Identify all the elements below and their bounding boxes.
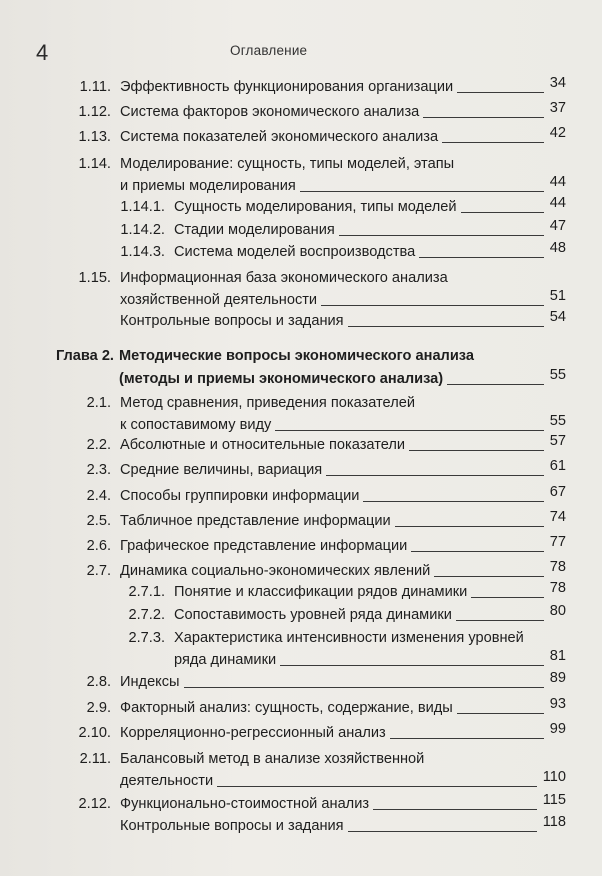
toc-entry-title: Способы группировки информации bbox=[120, 488, 360, 504]
toc-entry-page: 61 bbox=[549, 458, 566, 474]
toc-leader-line bbox=[300, 191, 544, 192]
toc-leader-line bbox=[447, 384, 544, 385]
toc-entry-page: 44 bbox=[549, 174, 566, 190]
toc-entry-title: Динамика социально-экономических явлений bbox=[120, 563, 431, 579]
toc-entry-title: Графическое представление информации bbox=[120, 538, 408, 554]
toc-leader-line bbox=[409, 450, 544, 451]
toc-entry-number: 2.1. bbox=[86, 395, 111, 411]
toc-entry-title: Понятие и классификации рядов динамики bbox=[174, 584, 468, 600]
toc-entry-title: Функционально-стоимостной анализ bbox=[120, 796, 370, 812]
toc-leader-line bbox=[442, 142, 544, 143]
toc-entry-number: 1.14.1. bbox=[120, 199, 165, 215]
toc-entry-title: Контрольные вопросы и задания bbox=[120, 313, 344, 329]
toc-entry-page: 54 bbox=[549, 309, 566, 325]
toc-entry[interactable] bbox=[0, 392, 602, 436]
toc-entry-number: 2.7.1. bbox=[128, 584, 165, 600]
toc-leader-line bbox=[471, 597, 544, 598]
toc-entry-title: к сопоставимому виду bbox=[120, 417, 272, 433]
toc-leader-line bbox=[363, 501, 543, 502]
toc-entry-page: 37 bbox=[549, 100, 566, 116]
toc-entry-number: 1.13. bbox=[78, 129, 111, 145]
toc-entry[interactable] bbox=[0, 310, 602, 332]
toc-entry-page: 67 bbox=[549, 484, 566, 500]
toc-entry-title: ряда динамики bbox=[174, 652, 277, 668]
toc-entry-title: Абсолютные и относительные показатели bbox=[120, 437, 406, 453]
toc-entry[interactable] bbox=[0, 196, 602, 218]
toc-entry-number: 2.7. bbox=[86, 563, 111, 579]
toc-entry[interactable] bbox=[0, 815, 602, 837]
toc-entry-title: Информационная база экономического анализа bbox=[120, 270, 448, 286]
toc-entry-page: 78 bbox=[549, 580, 566, 596]
toc-entry-page: 110 bbox=[542, 769, 566, 785]
toc-entry[interactable] bbox=[0, 267, 602, 311]
toc-entry-page: 118 bbox=[542, 814, 566, 830]
toc-entry-page: 34 bbox=[549, 75, 566, 91]
toc-entry-number: 2.6. bbox=[86, 538, 111, 554]
toc-entry-page: 89 bbox=[549, 670, 566, 686]
toc-entry-title: Методические вопросы экономического анализа bbox=[119, 348, 474, 364]
toc-entry[interactable] bbox=[0, 697, 602, 719]
toc-leader-line bbox=[321, 305, 544, 306]
toc-leader-line bbox=[395, 526, 544, 527]
toc-entry-page: 78 bbox=[549, 559, 566, 575]
toc-entry-page: 44 bbox=[549, 195, 566, 211]
toc-entry-number: 2.11. bbox=[79, 751, 111, 767]
toc-entry-title: Факторный анализ: сущность, содержание, виды bbox=[120, 700, 453, 716]
toc-entry[interactable] bbox=[0, 581, 602, 603]
toc-entry-page: 93 bbox=[549, 696, 566, 712]
toc-entry[interactable] bbox=[0, 126, 602, 148]
toc-leader-line bbox=[184, 687, 544, 688]
toc-leader-line bbox=[275, 430, 543, 431]
toc-entry-page: 42 bbox=[549, 125, 566, 141]
toc-entry[interactable] bbox=[0, 722, 602, 744]
toc-entry[interactable] bbox=[0, 560, 602, 582]
toc-entry-number: 2.7.2. bbox=[128, 607, 165, 623]
toc-entry-title: Корреляционно-регрессионный анализ bbox=[120, 725, 386, 741]
toc-entry-number: 2.2. bbox=[86, 437, 111, 453]
toc-leader-line bbox=[461, 212, 544, 213]
toc-entry[interactable] bbox=[0, 76, 602, 98]
toc-entry-page: 99 bbox=[549, 721, 566, 737]
toc-entry-number: 1.12. bbox=[78, 104, 111, 120]
toc-entry[interactable] bbox=[0, 627, 602, 671]
toc-entry[interactable] bbox=[0, 485, 602, 507]
toc-entry-number: 1.15. bbox=[78, 270, 111, 286]
toc-entry-number: 1.14.3. bbox=[120, 244, 165, 260]
toc-leader-line bbox=[457, 713, 544, 714]
toc-entry[interactable] bbox=[0, 510, 602, 532]
toc-entry-title: Эффективность функционирования организации bbox=[120, 79, 454, 95]
toc-entry-page: 115 bbox=[542, 792, 566, 808]
toc-leader-line bbox=[456, 620, 544, 621]
toc-entry-title: Индексы bbox=[120, 674, 180, 690]
toc-entry-number: 1.11. bbox=[79, 79, 111, 95]
toc-entry-number: 1.14. bbox=[78, 156, 111, 172]
toc-leader-line bbox=[348, 831, 537, 832]
page-number: 4 bbox=[36, 40, 49, 65]
toc-entry-page: 55 bbox=[549, 367, 566, 383]
toc-entry[interactable] bbox=[0, 101, 602, 123]
toc-leader-line bbox=[419, 257, 544, 258]
toc-entry-title: Метод сравнения, приведения показателей bbox=[120, 395, 415, 411]
toc-entry[interactable] bbox=[0, 219, 602, 241]
toc-entry-number: 2.5. bbox=[86, 513, 111, 529]
toc-entry[interactable] bbox=[0, 345, 602, 391]
toc-entry-number: 2.9. bbox=[86, 700, 111, 716]
toc-entry-title: Контрольные вопросы и задания bbox=[120, 818, 344, 834]
toc-entry[interactable] bbox=[0, 434, 602, 456]
running-header: Оглавление bbox=[230, 43, 308, 58]
toc-entry-title: и приемы моделирования bbox=[120, 178, 296, 194]
toc-entry-page: 48 bbox=[549, 240, 566, 256]
toc-entry-number: 2.7.3. bbox=[128, 630, 165, 646]
toc-entry-number: 2.12. bbox=[78, 796, 111, 812]
toc-entry-title: Система факторов экономического анализа bbox=[120, 104, 420, 120]
toc-leader-line bbox=[217, 786, 537, 787]
toc-entry[interactable] bbox=[0, 748, 602, 792]
toc-entry-title: Табличное представление информации bbox=[120, 513, 391, 529]
toc-entry-number: 2.8. bbox=[86, 674, 111, 690]
toc-leader-line bbox=[373, 809, 537, 810]
toc-entry-page: 81 bbox=[549, 648, 566, 664]
toc-entry-number: 2.4. bbox=[86, 488, 111, 504]
toc-leader-line bbox=[390, 738, 544, 739]
toc-entry[interactable] bbox=[0, 793, 602, 815]
toc-entry-title: (методы и приемы экономического анализа) bbox=[119, 371, 444, 387]
toc-entry-title: Сопоставимость уровней ряда динамики bbox=[174, 607, 452, 623]
toc-entry-title: Сущность моделирования, типы моделей bbox=[174, 199, 457, 215]
toc-leader-line bbox=[339, 235, 544, 236]
toc-entry[interactable] bbox=[0, 604, 602, 626]
toc-entry[interactable] bbox=[0, 671, 602, 693]
toc-entry-title: Средние величины, вариация bbox=[120, 462, 323, 478]
toc-entry[interactable] bbox=[0, 241, 602, 263]
toc-entry[interactable] bbox=[0, 459, 602, 481]
toc-entry-page: 51 bbox=[549, 288, 566, 304]
toc-entry-title: деятельности bbox=[120, 773, 214, 789]
toc-leader-line bbox=[411, 551, 543, 552]
toc-leader-line bbox=[457, 92, 544, 93]
toc-entry-number: Глава 2. bbox=[55, 348, 114, 364]
toc-entry[interactable] bbox=[0, 535, 602, 557]
toc-leader-line bbox=[326, 475, 544, 476]
toc-entry-number: 1.14.2. bbox=[120, 222, 165, 238]
toc-leader-line bbox=[280, 665, 544, 666]
toc-entry-title: Характеристика интенсивности изменения уровней bbox=[174, 630, 524, 646]
toc-entry-page: 77 bbox=[549, 534, 566, 550]
toc-entry-page: 74 bbox=[549, 509, 566, 525]
toc-entry-page: 47 bbox=[549, 218, 566, 234]
toc-entry-title: Стадии моделирования bbox=[174, 222, 335, 238]
toc-entry-title: Моделирование: сущность, типы моделей, этапы bbox=[120, 156, 455, 172]
toc-entry-page: 55 bbox=[549, 413, 566, 429]
toc-leader-line bbox=[434, 576, 543, 577]
toc-entry-title: хозяйственной деятельности bbox=[120, 292, 318, 308]
toc-entry-number: 2.10. bbox=[78, 725, 111, 741]
toc-entry-page: 80 bbox=[549, 603, 566, 619]
toc-entry-page: 57 bbox=[549, 433, 566, 449]
toc-entry-title: Система показателей экономического анализа bbox=[120, 129, 439, 145]
toc-entry-title: Система моделей воспроизводства bbox=[174, 244, 416, 260]
toc-entry[interactable] bbox=[0, 153, 602, 197]
toc-leader-line bbox=[348, 326, 544, 327]
toc-leader-line bbox=[423, 117, 543, 118]
toc-entry-number: 2.3. bbox=[86, 462, 111, 478]
toc-entry-title: Балансовый метод в анализе хозяйственной bbox=[120, 751, 425, 767]
